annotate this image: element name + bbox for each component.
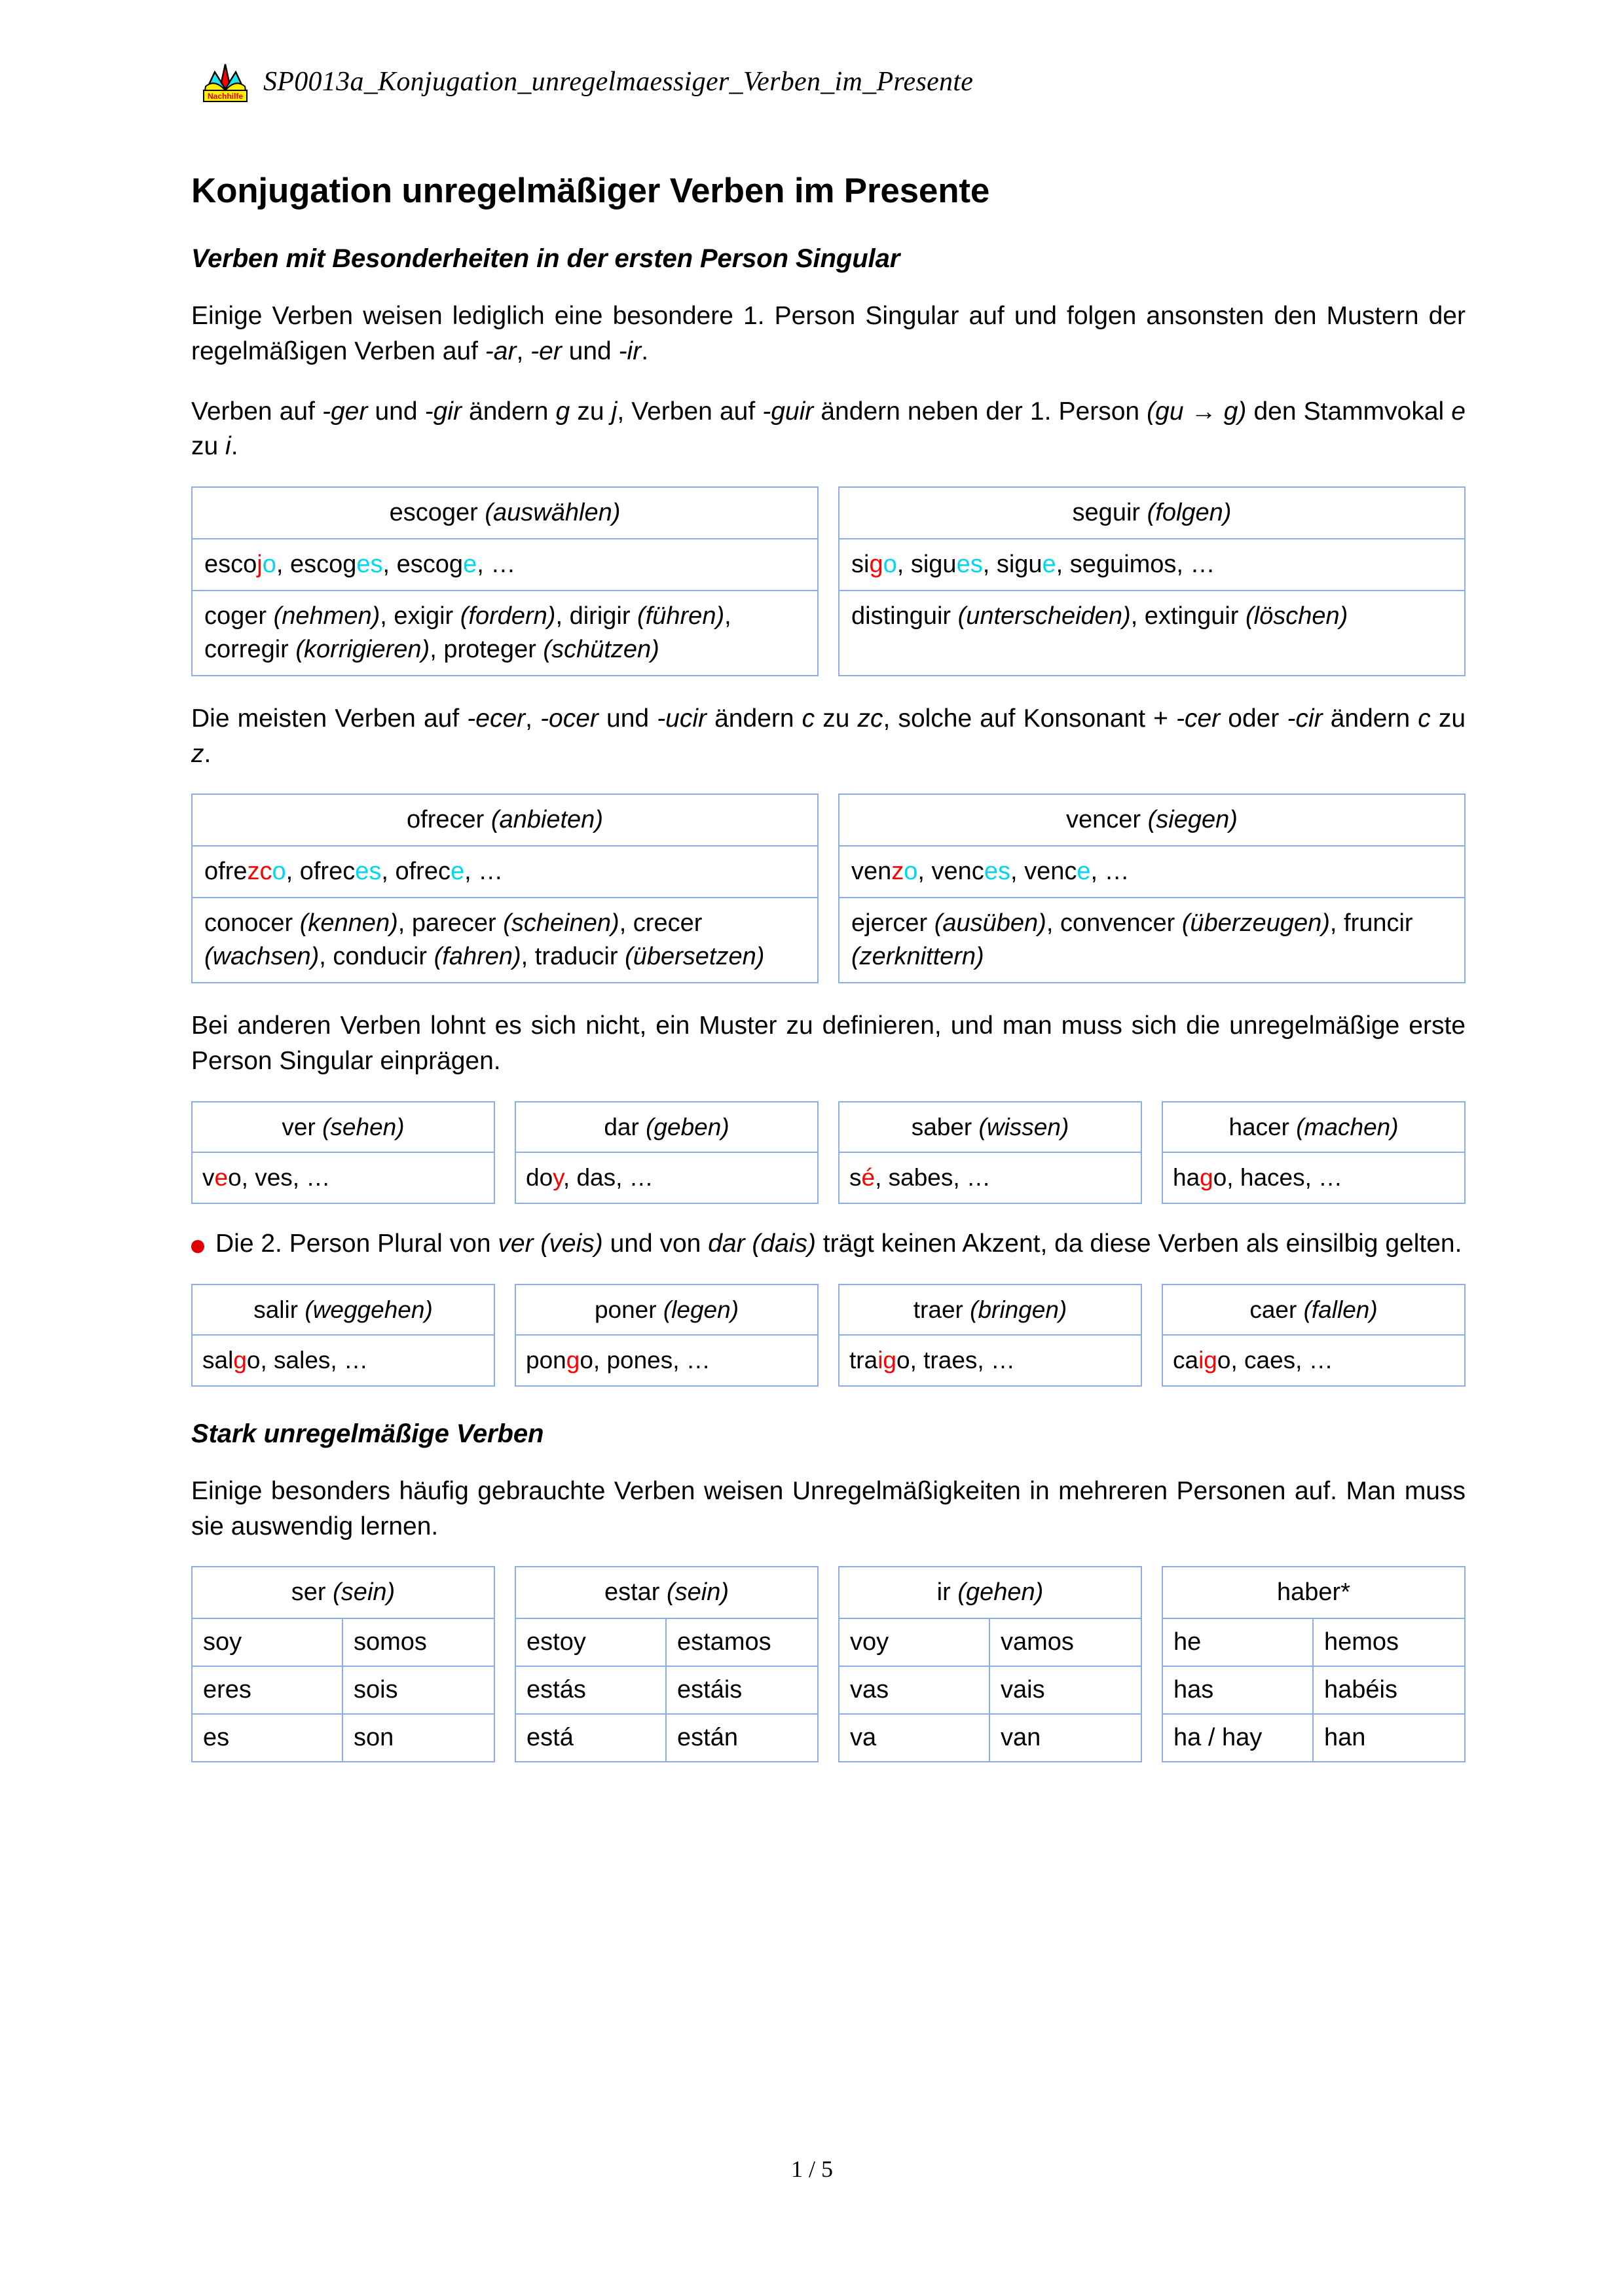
- conjugation-grid: [193, 1619, 494, 1761]
- para2-t3: ändern: [461, 397, 556, 426]
- para3-i4: c: [802, 704, 815, 733]
- para2-i6: (gu → g): [1147, 397, 1247, 426]
- para1-t4: .: [641, 337, 649, 365]
- verb-forms: ofrezco, ofreces, ofrece, …: [193, 847, 817, 898]
- conjugation-grid: [1163, 1619, 1464, 1761]
- para1-i1: -ar: [485, 337, 517, 365]
- conjugation-row: [516, 1667, 817, 1715]
- verb-name: vencer: [1066, 806, 1141, 834]
- related-verb-translation: (kennen): [299, 909, 398, 938]
- highlight-cyan: o: [904, 858, 918, 886]
- highlight-red: g: [869, 551, 883, 579]
- verb-name: dar: [604, 1113, 639, 1140]
- para3-t3: und: [598, 704, 657, 733]
- related-verb: , crecer: [619, 909, 703, 938]
- verb-table-header: [516, 1102, 817, 1154]
- verb-forms: pongo, pones, …: [526, 1347, 710, 1374]
- conjugation-table-group: [191, 1566, 1466, 1762]
- verb-table-header: [193, 795, 817, 847]
- para3-i5: zc: [857, 704, 883, 733]
- verb-table-header: [840, 1285, 1141, 1336]
- conjugation-singular: eres: [193, 1667, 343, 1713]
- related-verb: , parecer: [397, 909, 504, 938]
- highlight-red: g: [1200, 1164, 1213, 1192]
- conjugation-plural: vamos: [1001, 1628, 1074, 1656]
- para1-t2: ,: [516, 337, 531, 365]
- para2-t6: ändern neben der 1. Person: [813, 397, 1147, 426]
- verb-name: ser: [291, 1578, 326, 1607]
- paragraph-1: [191, 299, 1466, 369]
- highlight-cyan: o: [272, 858, 286, 886]
- page-footer: 1 / 5: [790, 2156, 833, 2182]
- highlight-cyan: es: [356, 551, 383, 579]
- highlight-cyan: o: [883, 551, 897, 579]
- verb-forms: salgo, sales, …: [202, 1347, 368, 1374]
- related-verb-translation: (fahren): [434, 943, 521, 971]
- verb-translation: (fallen): [1303, 1296, 1378, 1323]
- conjugation-table-ir: [838, 1566, 1142, 1762]
- related-verb-translation: (übersetzen): [625, 943, 765, 971]
- highlight-red: y: [553, 1164, 563, 1192]
- highlight-red: ig: [1198, 1347, 1217, 1374]
- para3-i8: c: [1418, 704, 1431, 733]
- verb-forms: escojo, escoges, escoge, …: [193, 539, 817, 591]
- related-verb-translation: (schützen): [543, 635, 659, 663]
- para3-t7: oder: [1220, 704, 1287, 733]
- related-verb: , conducir: [319, 943, 434, 971]
- para2-t9: .: [231, 432, 238, 461]
- para3-i1: -ecer: [467, 704, 526, 733]
- related-verb-translation: (scheinen): [503, 909, 619, 938]
- para2-t4: zu: [570, 397, 612, 426]
- verb-table-traer: [838, 1284, 1142, 1387]
- conjugation-plural: somos: [354, 1628, 427, 1656]
- para2-i7: e: [1451, 397, 1466, 426]
- related-verb-translation: (überzeugen): [1181, 909, 1330, 938]
- highlight-red: g: [233, 1347, 247, 1374]
- verb-table-header: [193, 1285, 494, 1336]
- para1-t1: Einige Verben weisen lediglich eine besondere 1. Person Singular auf und folgen ansonsten den Mustern der regelmäßigen Verben auf: [191, 301, 1466, 365]
- highlight-cyan: e: [1042, 551, 1056, 579]
- verb-name: traer: [913, 1296, 963, 1323]
- conjugation-plural: hemos: [1324, 1628, 1399, 1656]
- conjugation-row: [840, 1715, 1141, 1761]
- verb-table-dar: [515, 1101, 819, 1204]
- conjugation-plural: estáis: [677, 1676, 743, 1704]
- highlight-cyan: o: [262, 551, 276, 579]
- verb-table-group-4: [191, 1284, 1466, 1387]
- verb-table-vencer: [838, 793, 1466, 983]
- verb-forms: sé, sabes, …: [849, 1164, 991, 1192]
- highlight-red: zc: [247, 858, 272, 886]
- conjugation-singular: vas: [840, 1667, 990, 1713]
- verb-forms: hago, haces, …: [1173, 1164, 1343, 1192]
- verb-table-header: [1163, 1567, 1464, 1619]
- verb-forms: sigo, sigues, sigue, seguimos, …: [840, 539, 1464, 591]
- para3-i2: -ocer: [540, 704, 599, 733]
- verb-table-header: [193, 1102, 494, 1154]
- verb-translation: (siegen): [1147, 806, 1238, 834]
- conjugation-plural: son: [354, 1724, 394, 1752]
- conjugation-singular: estoy: [516, 1619, 667, 1666]
- bullet-note-text: [215, 1226, 1466, 1262]
- svg-text:Nachhilfe: Nachhilfe: [207, 92, 244, 101]
- conjugation-row: [193, 1715, 494, 1761]
- verb-translation: (sehen): [322, 1113, 405, 1140]
- related-verb: conocer: [204, 909, 300, 938]
- bullet-dot-icon: [191, 1240, 204, 1253]
- conjugation-row: [516, 1619, 817, 1667]
- paragraph-3: [191, 701, 1466, 772]
- related-verbs: [193, 591, 817, 675]
- paragraph-2: [191, 394, 1466, 465]
- verb-translation: (wissen): [978, 1113, 1069, 1140]
- conjugation-singular: está: [516, 1715, 667, 1761]
- page-title: Konjugation unregelmäßiger Verben im Presente: [191, 172, 990, 210]
- para3-t5: zu: [815, 704, 858, 733]
- conjugation-grid: [516, 1619, 817, 1761]
- highlight-cyan: es: [355, 858, 382, 886]
- verb-table-group-1: [191, 486, 1466, 676]
- para1-i3: -ir: [618, 337, 642, 365]
- verb-translation: (gehen): [957, 1578, 1044, 1607]
- para2-t7: den Stammvokal: [1246, 397, 1452, 426]
- related-verb: , dirigir: [555, 602, 638, 630]
- verb-name: estar: [604, 1578, 660, 1607]
- related-verbs: [840, 591, 1464, 675]
- para2-t1: Verben auf: [191, 397, 322, 426]
- related-verb: coger: [204, 602, 274, 630]
- verb-name: saber: [911, 1113, 972, 1140]
- verb-translation: (weggehen): [304, 1296, 433, 1323]
- document-content: [191, 172, 1466, 1762]
- verb-table-header: [1163, 1285, 1464, 1336]
- related-verb-translation: (nehmen): [273, 602, 380, 630]
- conjugation-row: [193, 1619, 494, 1667]
- verb-table-poner: [515, 1284, 819, 1387]
- related-verb-translation: (unterscheiden): [957, 602, 1131, 630]
- verb-table-header: [840, 488, 1464, 539]
- conjugation-plural: habéis: [1324, 1676, 1397, 1704]
- para3-t6: , solche auf Konsonant +: [883, 704, 1177, 733]
- verb-table-header: [193, 488, 817, 539]
- verb-table-header: [840, 795, 1464, 847]
- verb-table-header: [516, 1567, 817, 1619]
- verb-translation: (anbieten): [490, 806, 603, 834]
- verb-table-caer: [1162, 1284, 1466, 1387]
- para3-i9: z: [191, 739, 204, 768]
- para3-i6: -cer: [1176, 704, 1221, 733]
- related-verb-translation: (korrigieren): [295, 635, 430, 663]
- conjugation-singular: es: [193, 1715, 343, 1761]
- verb-name: hacer: [1228, 1113, 1289, 1140]
- verb-forms: caigo, caes, …: [1173, 1347, 1333, 1374]
- conjugation-table-haber: [1162, 1566, 1466, 1762]
- para2-t5: , Verben auf: [617, 397, 763, 426]
- verb-forms: traigo, traes, …: [849, 1347, 1015, 1374]
- para3-t4: ändern: [707, 704, 802, 733]
- highlight-cyan: e: [450, 858, 465, 886]
- section-heading-2: Stark unregelmäßige Verben: [191, 1419, 544, 1448]
- verb-translation: (sein): [333, 1578, 396, 1607]
- verb-table-ver: [191, 1101, 495, 1204]
- header-file-title: SP0013a_Konjugation_unregelmaessiger_Verben_im_Presente: [263, 67, 974, 97]
- highlight-cyan: es: [956, 551, 983, 579]
- conjugation-table-estar: [515, 1566, 819, 1762]
- verb-name: caer: [1249, 1296, 1297, 1323]
- para5-t1: Die 2. Person Plural von: [215, 1229, 498, 1258]
- conjugation-plural: están: [677, 1724, 738, 1752]
- conjugation-row: [516, 1715, 817, 1761]
- highlight-cyan: es: [984, 858, 1010, 886]
- highlight-red: z: [891, 858, 904, 886]
- conjugation-plural: han: [1324, 1724, 1366, 1752]
- verb-translation: (sein): [667, 1578, 729, 1607]
- related-verb: , corregir: [204, 602, 731, 663]
- verb-table-header: [516, 1285, 817, 1336]
- verb-translation: (folgen): [1147, 499, 1232, 527]
- para3-i7: -cir: [1287, 704, 1323, 733]
- verb-table-salir: [191, 1284, 495, 1387]
- verb-name: haber*: [1277, 1578, 1350, 1607]
- verb-name: seguir: [1072, 499, 1141, 527]
- para5-t2: und von: [602, 1229, 709, 1258]
- conjugation-singular: soy: [193, 1619, 343, 1666]
- para1-i2: -er: [530, 337, 562, 365]
- verb-table-group-3: [191, 1101, 1466, 1204]
- verb-name: escoger: [389, 499, 478, 527]
- verb-table-header: [1163, 1102, 1464, 1154]
- related-verb-translation: (wachsen): [204, 943, 320, 971]
- paragraph-6: Einige besonders häufig gebrauchte Verben weisen Unregelmäßigkeiten in mehreren Personen auf. Man muss sie auswendig lernen.: [191, 1476, 1466, 1540]
- conjugation-plural: vais: [1001, 1676, 1045, 1704]
- document-header: [202, 60, 973, 103]
- highlight-red: g: [566, 1347, 580, 1374]
- verb-translation: (auswählen): [485, 499, 621, 527]
- para3-t2: ,: [525, 704, 541, 733]
- related-verb: ejercer: [851, 909, 934, 938]
- para2-i2: -gir: [424, 397, 462, 426]
- conjugation-singular: voy: [840, 1619, 990, 1666]
- para2-i8: i: [225, 432, 231, 461]
- verb-name: ofrecer: [407, 806, 485, 834]
- conjugation-row: [193, 1667, 494, 1715]
- related-verb-translation: (löschen): [1246, 602, 1348, 630]
- verb-forms: doy, das, …: [526, 1164, 654, 1192]
- highlight-red: é: [861, 1164, 876, 1192]
- para2-i3: g: [555, 397, 570, 426]
- verb-table-escoger: [191, 486, 819, 676]
- verb-translation: (bringen): [970, 1296, 1067, 1323]
- related-verbs: [193, 898, 817, 982]
- verb-forms: veo, ves, …: [202, 1164, 331, 1192]
- highlight-red: ig: [877, 1347, 896, 1374]
- highlight-red: j: [257, 551, 263, 579]
- para3-t9: zu: [1430, 704, 1466, 733]
- highlight-cyan: e: [1077, 858, 1091, 886]
- conjugation-singular: has: [1163, 1667, 1314, 1713]
- para5-i1: ver (veis): [498, 1229, 603, 1258]
- bullet-note: [191, 1226, 1466, 1262]
- related-verb-translation: (ausüben): [934, 909, 1046, 938]
- conjugation-singular: va: [840, 1715, 990, 1761]
- conjugation-plural: van: [1001, 1724, 1041, 1752]
- para3-t10: .: [204, 739, 212, 768]
- para3-t1: Die meisten Verben auf: [191, 704, 468, 733]
- para5-i2: dar (dais): [708, 1229, 816, 1258]
- conjugation-singular: ha / hay: [1163, 1715, 1314, 1761]
- section-heading-1: Verben mit Besonderheiten in der ersten Person Singular: [191, 244, 900, 273]
- conjugation-row: [840, 1667, 1141, 1715]
- para5-t3: trägt keinen Akzent, da diese Verben als einsilbig gelten.: [815, 1229, 1462, 1258]
- nachhilfe-logo-icon: [202, 60, 249, 103]
- related-verb: , exigir: [380, 602, 460, 630]
- para2-t2: und: [367, 397, 425, 426]
- related-verb: , extinguir: [1130, 602, 1246, 630]
- verb-table-header: [840, 1102, 1141, 1154]
- conjugation-plural: sois: [354, 1676, 398, 1704]
- verb-name: ir: [936, 1578, 951, 1607]
- para2-i1: -ger: [322, 397, 368, 426]
- conjugation-table-ser: [191, 1566, 495, 1762]
- conjugation-row: [840, 1619, 1141, 1667]
- related-verb: , traducir: [521, 943, 625, 971]
- verb-table-hacer: [1162, 1101, 1466, 1204]
- verb-table-saber: [838, 1101, 1142, 1204]
- highlight-red: e: [214, 1164, 229, 1192]
- verb-translation: (machen): [1296, 1113, 1399, 1140]
- conjugation-row: [1163, 1619, 1464, 1667]
- verb-forms: venzo, vences, vence, …: [840, 847, 1464, 898]
- related-verb-translation: (führen): [637, 602, 725, 630]
- conjugation-singular: he: [1163, 1619, 1314, 1666]
- conjugation-plural: estamos: [677, 1628, 771, 1656]
- verb-translation: (geben): [646, 1113, 729, 1140]
- verb-translation: (legen): [663, 1296, 739, 1323]
- para2-i4: j: [611, 397, 618, 426]
- verb-name: salir: [253, 1296, 299, 1323]
- verb-table-ofrecer: [191, 793, 819, 983]
- related-verb: distinguir: [851, 602, 958, 630]
- conjugation-singular: estás: [516, 1667, 667, 1713]
- verb-table-header: [840, 1567, 1141, 1619]
- conjugation-row: [1163, 1715, 1464, 1761]
- related-verb-translation: (zerknittern): [851, 943, 984, 971]
- para1-t3: und: [561, 337, 619, 365]
- verb-name: poner: [594, 1296, 657, 1323]
- related-verb: , fruncir: [1329, 909, 1413, 938]
- related-verb: , proteger: [430, 635, 544, 663]
- para3-i3: -ucir: [657, 704, 707, 733]
- para3-t8: ändern: [1322, 704, 1418, 733]
- para2-i5: -guir: [762, 397, 814, 426]
- para2-t8: zu: [191, 432, 226, 461]
- related-verb-translation: (fordern): [460, 602, 556, 630]
- paragraph-4: Bei anderen Verben lohnt es sich nicht, ein Muster zu definieren, und man muss sich die unregelmäßige erste Person Singular einprägen.: [191, 1011, 1466, 1075]
- related-verb: , convencer: [1046, 909, 1182, 938]
- conjugation-row: [1163, 1667, 1464, 1715]
- conjugation-grid: [840, 1619, 1141, 1761]
- verb-name: ver: [282, 1113, 316, 1140]
- verb-table-header: [193, 1567, 494, 1619]
- verb-table-group-2: [191, 793, 1466, 983]
- related-verbs: [840, 898, 1464, 982]
- highlight-cyan: e: [463, 551, 477, 579]
- verb-table-seguir: [838, 486, 1466, 676]
